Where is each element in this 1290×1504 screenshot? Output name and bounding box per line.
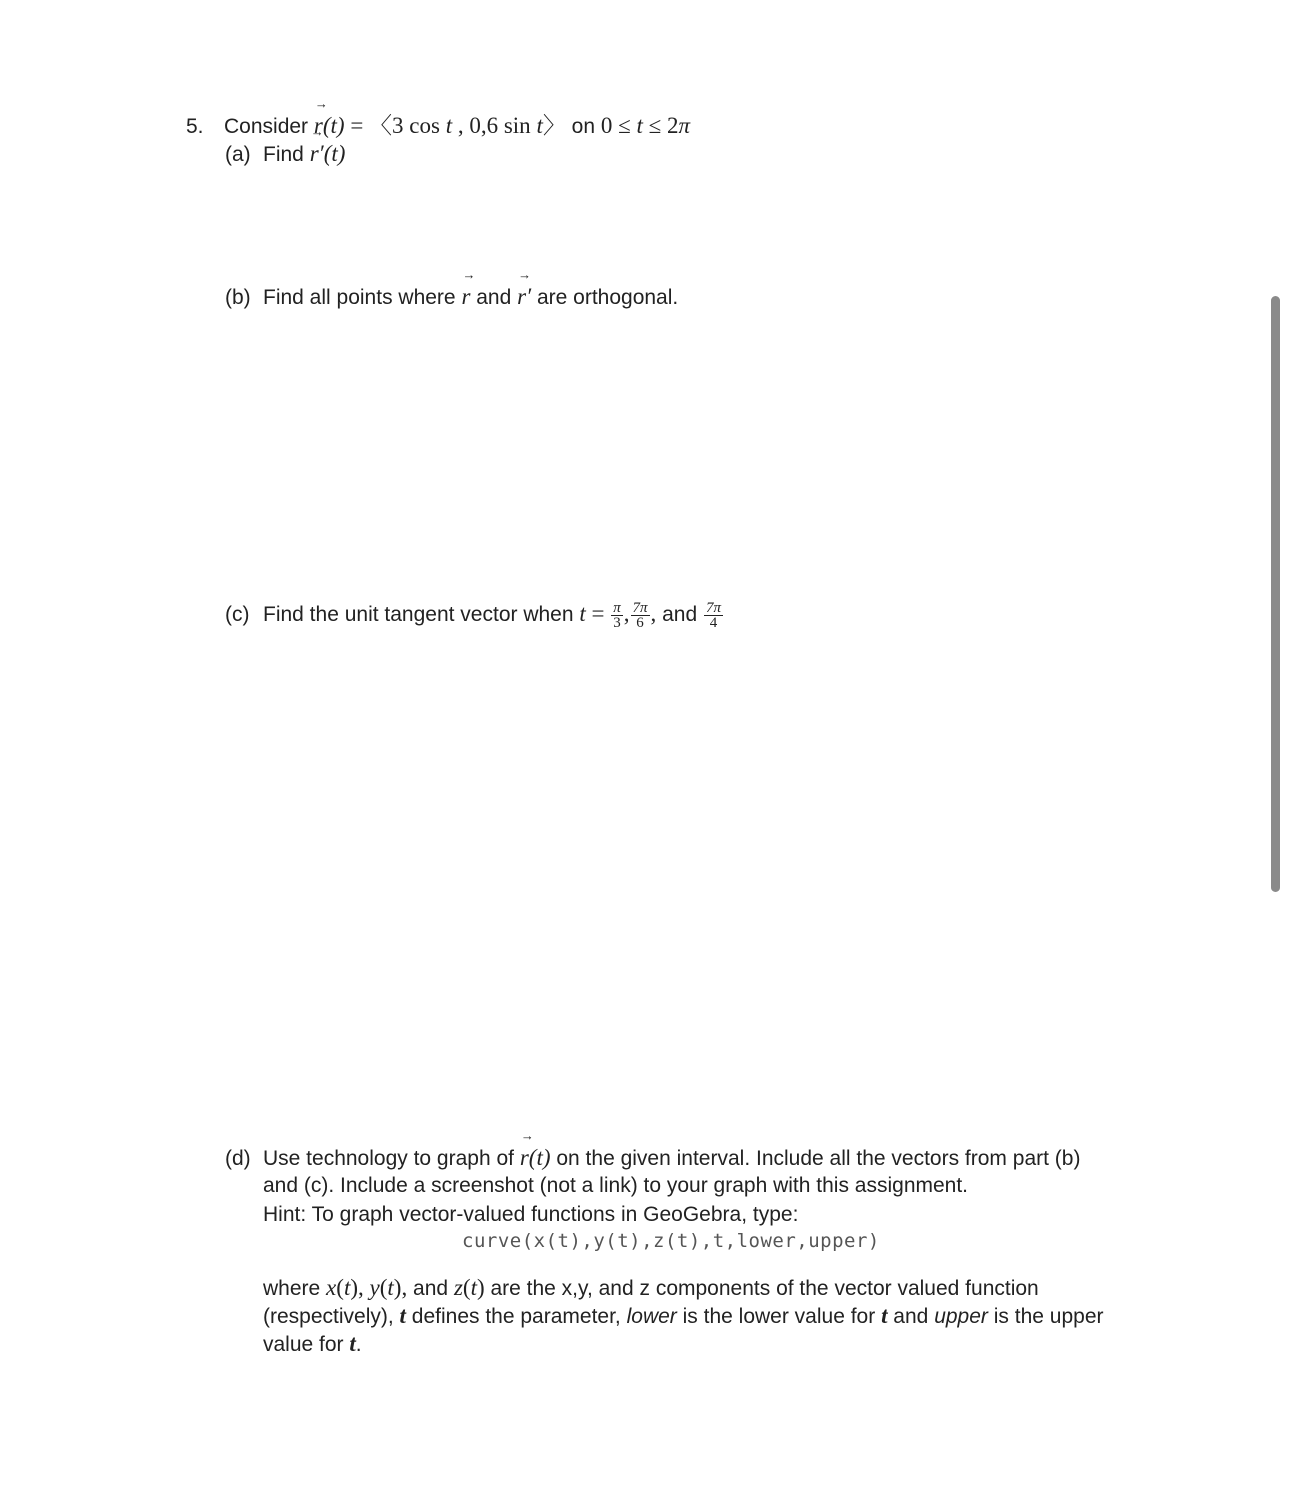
problem-statement: 5. Consider → r(t) = 〈3 cos t , 0,6 sin t〉 on 0 ≤ t ≤ 2π: [186, 112, 690, 141]
part-d-line-2: and (c). Include a screenshot (not a link) to your graph with this assignment.: [263, 1174, 969, 1197]
part-c-and: and: [662, 603, 698, 626]
part-d-line-6: value for t.: [263, 1331, 362, 1356]
interval: 0 ≤ t ≤ 2π: [600, 113, 691, 138]
part-b: (b) Find all points where → r and → r′ are orthogonal.: [225, 283, 678, 312]
part-a-label: (a): [225, 143, 251, 166]
part-c-text: Find the unit tangent vector when: [263, 603, 574, 626]
part-d-where-line: where x(t), y(t), and z(t) are the x,y, and z components of the vector valued function: [263, 1275, 1039, 1300]
consider-text: Consider: [224, 115, 309, 138]
on-text: on: [571, 115, 596, 138]
part-c: (c) Find the unit tangent vector when t = $\frac{\pi}{3}$ , $\frac{7\pi}{6}$ , and $\frac{7\pi}{4}$: [225, 599, 722, 631]
part-d-line-1: (d) Use technology to graph of → r(t) on the given interval. Include all the vectors from part (b): [225, 1144, 1080, 1173]
geogebra-code: curve(x(t),y(t),z(t),t,lower,upper): [462, 1230, 880, 1252]
vector-function: → r(t): [314, 113, 345, 138]
part-a-text: Find: [263, 143, 304, 166]
part-d-line-5: (respectively), t defines the parameter, lower is the lower value for t and upper is the upper: [263, 1303, 1104, 1328]
part-d-label: (d): [225, 1147, 251, 1170]
problem-number: 5.: [186, 115, 204, 138]
part-a: [225, 140, 345, 169]
fraction-7pi-4: $\frac{7\pi}{4}$: [706, 599, 722, 631]
part-b-text-start: Find all points where: [263, 286, 456, 309]
derivative-expression: → r′(t): [310, 141, 346, 166]
part-b-and: and: [476, 286, 512, 309]
fraction-pi-3: $\frac{\pi}{3}$: [613, 599, 621, 631]
fraction-7pi-6: $\frac{7\pi}{6}$: [632, 599, 648, 631]
part-d-hint: Hint: To graph vector-valued functions in GeoGebra, type:: [263, 1203, 799, 1226]
part-c-label: (c): [225, 603, 250, 626]
part-b-label: (b): [225, 286, 251, 309]
scrollbar-thumb[interactable]: [1271, 296, 1280, 892]
part-b-text-end: are orthogonal.: [536, 286, 679, 309]
